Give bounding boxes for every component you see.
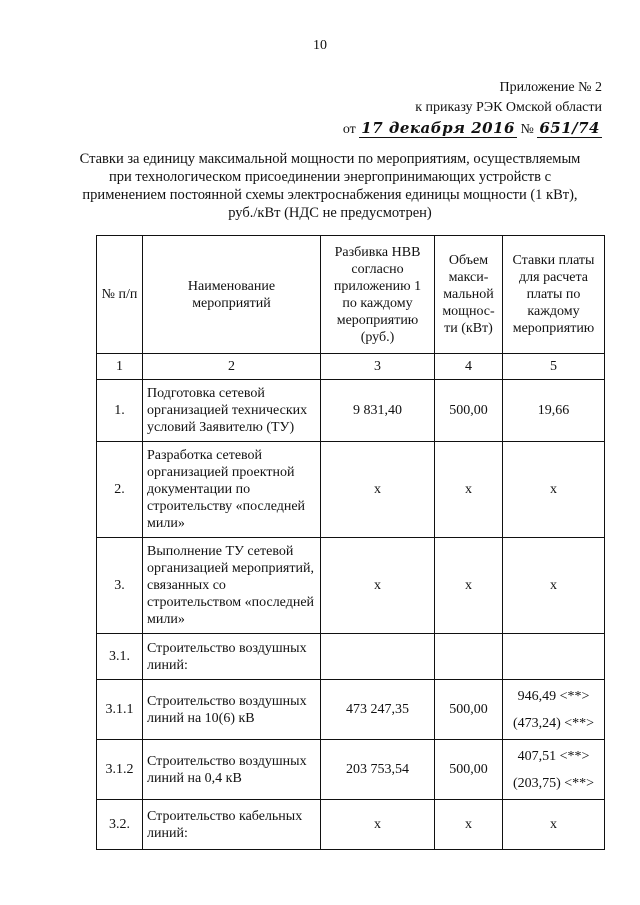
appendix-order-ref: к приказу РЭК Омской области [415,100,602,115]
row-name: Строительство воздушных линий: [143,634,321,680]
row-number: 3. [97,538,143,634]
number-sign: № [520,122,534,137]
header-nvv: Разбивка НВВ согласно приложению 1 по каждому мероприятию (руб.) [321,236,435,354]
row-rate-cell [503,740,605,800]
row-rate: 19,66 [503,380,605,442]
row-name: Строительство воздушных линий на 0,4 кВ [143,740,321,800]
row-rate-secondary: (473,24) <**> [512,715,595,731]
row-rate-secondary: (203,75) <**> [512,775,595,791]
table-row [97,380,605,442]
header-power: Объем макси-мальной мощнос-ти (кВт) [435,236,503,354]
appendix-block [302,78,602,140]
row-rate [503,634,605,680]
row-nvv: 473 247,35 [321,680,435,740]
row-power: х [435,800,503,850]
table-row [97,442,605,538]
column-number: 1 [97,354,143,380]
handwritten-number: 651/74 [539,119,600,137]
row-name: Разработка сетевой организацией проектной документации по строительству «последней мили» [143,442,321,538]
header-number: № п/п [97,236,143,354]
header-rate: Ставки платы для расчета платы по каждому мероприятию [503,236,605,354]
row-nvv: х [321,442,435,538]
row-rate: х [503,442,605,538]
row-power: 500,00 [435,680,503,740]
row-number: 3.1.1 [97,680,143,740]
row-number: 3.1.2 [97,740,143,800]
row-number: 1. [97,380,143,442]
row-nvv [321,634,435,680]
row-name: Выполнение ТУ сетевой организацией мероприятий, связанных со строительством «последней мили» [143,538,321,634]
table-row [97,800,605,850]
date-prefix: от [342,122,356,137]
row-nvv: х [321,800,435,850]
column-number: 5 [503,354,605,380]
row-rate: 407,51 <**> [517,748,590,764]
column-number: 3 [321,354,435,380]
row-power [435,634,503,680]
row-number: 3.2. [97,800,143,850]
row-power: 500,00 [435,380,503,442]
table-header-row [97,236,605,354]
row-name: Строительство воздушных линий на 10(6) кВ [143,680,321,740]
row-nvv: х [321,538,435,634]
table-row [97,538,605,634]
appendix-title: Приложение № 2 [499,80,602,95]
table-row [97,680,605,740]
row-number: 2. [97,442,143,538]
row-rate-cell [503,680,605,740]
rates-table [96,235,605,850]
row-nvv: 203 753,54 [321,740,435,800]
row-number: 3.1. [97,634,143,680]
handwritten-date: 17 декабря 2016 [361,119,515,137]
row-rate: х [503,538,605,634]
column-number: 4 [435,354,503,380]
row-power: х [435,538,503,634]
column-number-row [97,354,605,380]
document-title: Ставки за единицу максимальной мощности по мероприятиям, осуществляемым при технологическом присоединении энергопринимающих устройств с применением постоянной схемы электроснабжения единицы мощности (1 кВт), руб./кВт (НДС не предусмотрен) [79,151,581,221]
row-rate: 946,49 <**> [517,688,590,704]
appendix-date-number [302,118,602,140]
row-rate: х [503,800,605,850]
row-name: Строительство кабельных линий: [143,800,321,850]
table-row [97,634,605,680]
table-row [97,740,605,800]
header-name: Наименование мероприятий [143,236,321,354]
column-number: 2 [143,354,321,380]
page-number: 10 [313,38,327,53]
row-nvv: 9 831,40 [321,380,435,442]
row-power: х [435,442,503,538]
row-power: 500,00 [435,740,503,800]
row-name: Подготовка сетевой организацией технических условий Заявителю (ТУ) [143,380,321,442]
